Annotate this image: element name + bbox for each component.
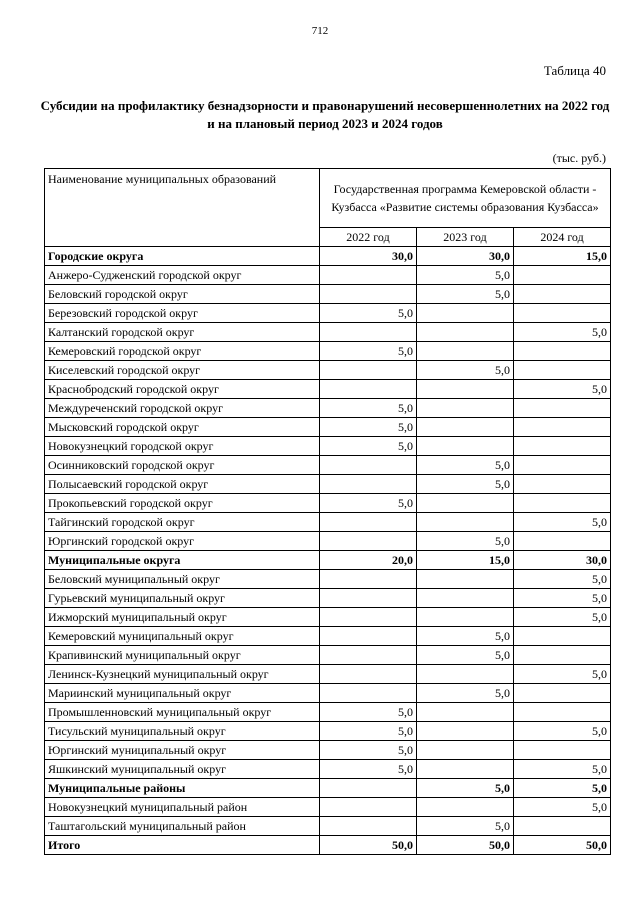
table-row: [45, 646, 611, 665]
value-2022-cell: [320, 627, 417, 646]
value-2024-cell: 5,0: [514, 323, 611, 342]
municipality-name-cell: Краснобродский городской округ: [45, 380, 320, 399]
value-2022-cell: [320, 456, 417, 475]
value-2023-cell: [417, 798, 514, 817]
municipality-name-cell: Таштагольский муниципальный район: [45, 817, 320, 836]
value-2023-cell: 5,0: [417, 475, 514, 494]
table-row: [45, 342, 611, 361]
municipality-name-cell: Кемеровский городской округ: [45, 342, 320, 361]
value-2023-cell: [417, 513, 514, 532]
value-2023-cell: [417, 665, 514, 684]
municipality-name-cell: Кемеровский муниципальный округ: [45, 627, 320, 646]
value-2023-cell: [417, 494, 514, 513]
table-header-row: [45, 169, 611, 228]
table-group-row: [45, 836, 611, 855]
value-2022-cell: [320, 380, 417, 399]
value-2023-cell: [417, 304, 514, 323]
value-2024-cell: 5,0: [514, 589, 611, 608]
municipality-name-cell: Крапивинский муниципальный округ: [45, 646, 320, 665]
municipality-name-cell: Мысковский городской округ: [45, 418, 320, 437]
municipality-name-cell: Муниципальные районы: [45, 779, 320, 798]
value-2022-cell: [320, 817, 417, 836]
table-row: [45, 589, 611, 608]
municipality-name-cell: Ижморский муниципальный округ: [45, 608, 320, 627]
value-2022-cell: [320, 513, 417, 532]
table-row: [45, 380, 611, 399]
table-row: [45, 513, 611, 532]
value-2022-cell: 5,0: [320, 418, 417, 437]
table-row: [45, 266, 611, 285]
municipality-name-cell: Прокопьевский городской округ: [45, 494, 320, 513]
municipality-name-cell: Анжеро-Судженский городской округ: [45, 266, 320, 285]
value-2022-cell: 5,0: [320, 304, 417, 323]
value-2024-cell: 5,0: [514, 722, 611, 741]
municipality-name-cell: Калтанский городской округ: [45, 323, 320, 342]
value-2024-cell: [514, 646, 611, 665]
value-2023-cell: 15,0: [417, 551, 514, 570]
table-group-row: [45, 551, 611, 570]
municipality-name-cell: Яшкинский муниципальный округ: [45, 760, 320, 779]
value-2022-cell: 5,0: [320, 437, 417, 456]
table-row: [45, 760, 611, 779]
value-2023-cell: [417, 437, 514, 456]
table-row: [45, 798, 611, 817]
value-2024-cell: 5,0: [514, 798, 611, 817]
column-header-2024: 2024 год: [514, 228, 611, 247]
value-2023-cell: [417, 323, 514, 342]
table-row: [45, 817, 611, 836]
value-2024-cell: 5,0: [514, 608, 611, 627]
municipality-name-cell: Гурьевский муниципальный округ: [45, 589, 320, 608]
table-row: [45, 399, 611, 418]
document-title: Субсидии на профилактику безнадзорности и правонарушений несовершеннолетних на 2022 год и на плановый период 2023 и 2024 годов: [40, 98, 610, 131]
municipality-name-cell: Новокузнецкий муниципальный район: [45, 798, 320, 817]
table-row: [45, 285, 611, 304]
value-2023-cell: 5,0: [417, 532, 514, 551]
value-2024-cell: 5,0: [514, 779, 611, 798]
municipality-name-cell: Беловский городской округ: [45, 285, 320, 304]
value-2024-cell: [514, 418, 611, 437]
municipality-name-cell: Полысаевский городской округ: [45, 475, 320, 494]
value-2024-cell: 5,0: [514, 570, 611, 589]
value-2024-cell: [514, 703, 611, 722]
column-header-name: Наименование муниципальных образований: [45, 169, 320, 247]
municipality-name-cell: Тисульский муниципальный округ: [45, 722, 320, 741]
value-2023-cell: 30,0: [417, 247, 514, 266]
municipality-name-cell: Киселевский городской округ: [45, 361, 320, 380]
column-header-2023: 2023 год: [417, 228, 514, 247]
value-2022-cell: [320, 684, 417, 703]
table-body: [45, 247, 611, 855]
value-2023-cell: 5,0: [417, 779, 514, 798]
value-2024-cell: 5,0: [514, 760, 611, 779]
value-2023-cell: 5,0: [417, 684, 514, 703]
value-2024-cell: 30,0: [514, 551, 611, 570]
value-2024-cell: [514, 285, 611, 304]
value-2024-cell: 5,0: [514, 665, 611, 684]
value-2022-cell: [320, 798, 417, 817]
value-2023-cell: 5,0: [417, 285, 514, 304]
municipality-name-cell: Тайгинский городской округ: [45, 513, 320, 532]
value-2024-cell: 5,0: [514, 380, 611, 399]
table-label: Таблица 40: [543, 63, 606, 78]
value-2023-cell: [417, 741, 514, 760]
value-2022-cell: 20,0: [320, 551, 417, 570]
table-row: [45, 741, 611, 760]
value-2022-cell: 5,0: [320, 494, 417, 513]
page-number: 712: [311, 25, 329, 37]
value-2024-cell: [514, 456, 611, 475]
table-group-row: [45, 779, 611, 798]
value-2023-cell: [417, 342, 514, 361]
municipality-name-cell: Юргинский муниципальный округ: [45, 741, 320, 760]
value-2022-cell: [320, 266, 417, 285]
value-2024-cell: [514, 437, 611, 456]
value-2024-cell: [514, 817, 611, 836]
value-2022-cell: [320, 608, 417, 627]
value-2022-cell: 5,0: [320, 342, 417, 361]
table-row: [45, 722, 611, 741]
value-2023-cell: [417, 760, 514, 779]
table-row: [45, 437, 611, 456]
value-2023-cell: 5,0: [417, 266, 514, 285]
value-2023-cell: 5,0: [417, 361, 514, 380]
table-row: [45, 304, 611, 323]
value-2022-cell: [320, 589, 417, 608]
table-row: [45, 570, 611, 589]
value-2023-cell: 5,0: [417, 817, 514, 836]
table-row: [45, 627, 611, 646]
value-2022-cell: 5,0: [320, 722, 417, 741]
municipality-name-cell: Березовский городской округ: [45, 304, 320, 323]
table-row: [45, 608, 611, 627]
value-2024-cell: [514, 304, 611, 323]
municipality-name-cell: Итого: [45, 836, 320, 855]
value-2023-cell: [417, 570, 514, 589]
value-2022-cell: 5,0: [320, 399, 417, 418]
value-2023-cell: [417, 399, 514, 418]
table-group-row: [45, 247, 611, 266]
municipality-name-cell: Мариинский муниципальный округ: [45, 684, 320, 703]
value-2023-cell: [417, 703, 514, 722]
value-2023-cell: [417, 608, 514, 627]
value-2022-cell: [320, 779, 417, 798]
value-2022-cell: [320, 285, 417, 304]
value-2024-cell: [514, 684, 611, 703]
value-2022-cell: [320, 361, 417, 380]
value-2023-cell: 5,0: [417, 627, 514, 646]
value-2024-cell: [514, 741, 611, 760]
value-2022-cell: 50,0: [320, 836, 417, 855]
value-2024-cell: [514, 532, 611, 551]
municipality-name-cell: Осинниковский городской округ: [45, 456, 320, 475]
value-2024-cell: [514, 475, 611, 494]
table-row: [45, 475, 611, 494]
value-2024-cell: [514, 627, 611, 646]
value-2023-cell: 5,0: [417, 646, 514, 665]
municipality-name-cell: Ленинск-Кузнецкий муниципальный округ: [45, 665, 320, 684]
value-2022-cell: [320, 323, 417, 342]
value-2024-cell: 15,0: [514, 247, 611, 266]
table-row: [45, 684, 611, 703]
value-2022-cell: 30,0: [320, 247, 417, 266]
value-2024-cell: [514, 266, 611, 285]
value-2024-cell: [514, 399, 611, 418]
municipality-name-cell: Юргинский городской округ: [45, 532, 320, 551]
table-row: [45, 323, 611, 342]
table-row: [45, 418, 611, 437]
municipality-name-cell: Муниципальные округа: [45, 551, 320, 570]
value-2024-cell: 50,0: [514, 836, 611, 855]
value-2024-cell: [514, 361, 611, 380]
column-header-program: Государственная программа Кемеровской области - Кузбасса «Развитие системы образования Кузбасса»: [320, 169, 611, 228]
value-2023-cell: [417, 418, 514, 437]
value-2023-cell: 50,0: [417, 836, 514, 855]
value-2023-cell: [417, 380, 514, 399]
column-header-2022: 2022 год: [320, 228, 417, 247]
value-2022-cell: 5,0: [320, 703, 417, 722]
value-2024-cell: 5,0: [514, 513, 611, 532]
table-row: [45, 456, 611, 475]
value-2023-cell: [417, 722, 514, 741]
value-2023-cell: 5,0: [417, 456, 514, 475]
municipality-name-cell: Новокузнецкий городской округ: [45, 437, 320, 456]
table-row: [45, 703, 611, 722]
value-2022-cell: 5,0: [320, 741, 417, 760]
municipality-name-cell: Беловский муниципальный округ: [45, 570, 320, 589]
value-2023-cell: [417, 589, 514, 608]
municipality-name-cell: Междуреченский городской округ: [45, 399, 320, 418]
value-2022-cell: 5,0: [320, 760, 417, 779]
value-2024-cell: [514, 494, 611, 513]
municipality-name-cell: Городские округа: [45, 247, 320, 266]
value-2022-cell: [320, 646, 417, 665]
unit-note: (тыс. руб.): [552, 151, 606, 165]
table-row: [45, 361, 611, 380]
municipality-name-cell: Промышленновский муниципальный округ: [45, 703, 320, 722]
subsidy-table: [44, 168, 611, 855]
value-2024-cell: [514, 342, 611, 361]
value-2022-cell: [320, 570, 417, 589]
value-2022-cell: [320, 475, 417, 494]
table-row: [45, 494, 611, 513]
value-2022-cell: [320, 665, 417, 684]
value-2022-cell: [320, 532, 417, 551]
table-row: [45, 532, 611, 551]
table-row: [45, 665, 611, 684]
